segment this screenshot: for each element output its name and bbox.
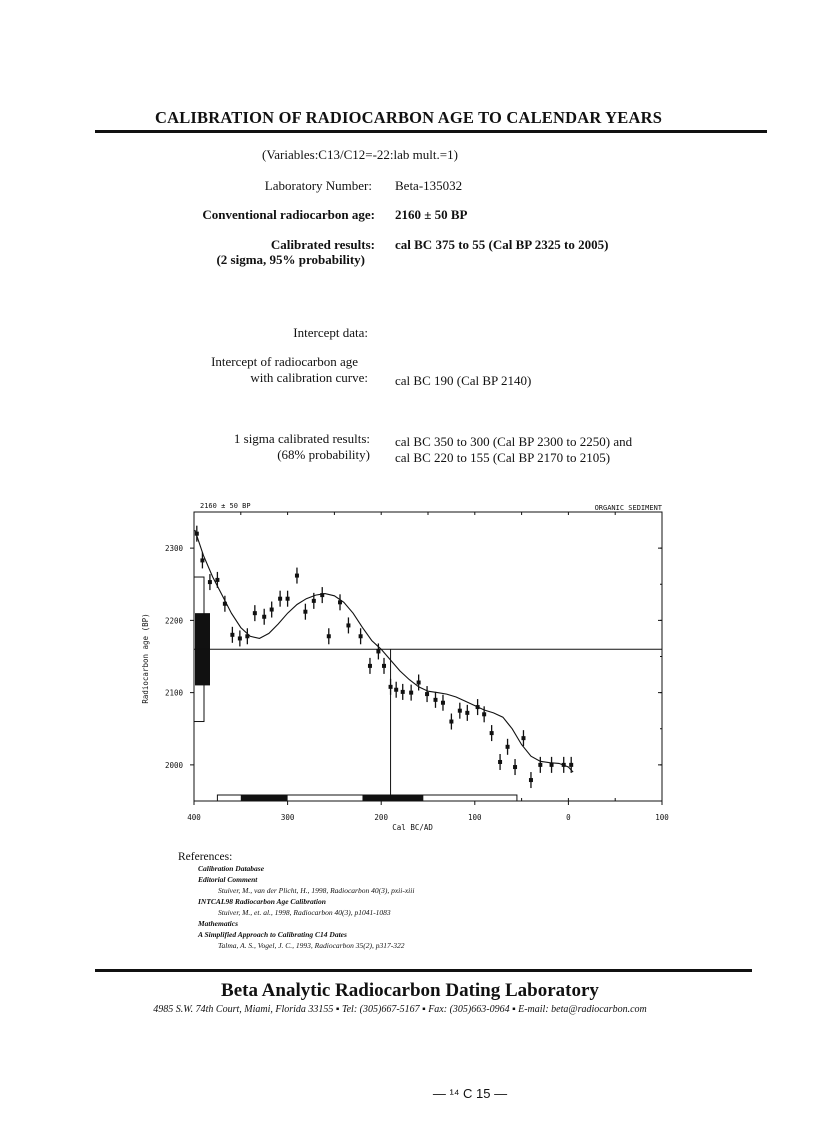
data-point	[295, 574, 299, 578]
data-point	[482, 712, 486, 716]
calibrated-sublabel: (2 sigma, 95% probability)	[216, 252, 365, 267]
lab-number-value: Beta-135032	[395, 178, 463, 193]
page-number: — ¹⁴ C 15 —	[432, 1086, 508, 1101]
data-point	[550, 763, 554, 767]
data-point	[409, 691, 413, 695]
data-point	[245, 634, 249, 638]
x-tick-label: 400	[187, 813, 201, 822]
chart-subtitle: ORGANIC SEDIMENT	[594, 504, 662, 512]
one-sigma-calendar-bar	[362, 795, 423, 801]
reference-line: Editorial Comment	[198, 875, 258, 884]
y-tick-label: 2300	[164, 544, 183, 554]
variables-line: (Variables:C13/C12=-22:lab mult.=1)	[262, 147, 458, 162]
one-sigma-sublabel: (68% probability)	[277, 447, 370, 462]
data-point	[417, 681, 421, 685]
reference-line: A Simplified Approach to Calibrating C14 Dates	[198, 930, 347, 939]
data-point	[433, 698, 437, 702]
data-point	[376, 649, 380, 653]
reference-line: Mathematics	[198, 919, 239, 928]
data-point	[303, 610, 307, 614]
data-point	[286, 597, 290, 601]
data-point	[327, 634, 331, 638]
data-point	[458, 709, 462, 713]
data-point	[529, 778, 533, 782]
data-point	[312, 599, 316, 603]
one-sigma-label: 1 sigma calibrated results:	[233, 431, 370, 446]
data-point	[538, 763, 542, 767]
x-tick-label: 100	[468, 813, 482, 822]
calibrated-label: Calibrated results:	[270, 237, 375, 252]
data-point	[368, 664, 372, 668]
x-tick-label: 0	[566, 813, 571, 822]
calibration-chart	[130, 494, 690, 839]
data-point	[389, 685, 393, 689]
x-tick-label: 100	[655, 813, 669, 822]
lab-address: 4985 S.W. 74th Court, Miami, Florida 33155 ▪ Tel: (305)667-5167 ▪ Fax: (305)663-0964 ▪ E-mail: beta@radiocarbon.com	[153, 1004, 647, 1015]
data-point	[425, 692, 429, 696]
data-point	[200, 558, 204, 562]
footer-rule	[95, 969, 752, 972]
reference-line: Stuiver, M., et. al., 1998, Radiocarbon 40(3), p1041-1083	[218, 908, 391, 917]
data-point	[270, 608, 274, 612]
data-point	[208, 580, 212, 584]
data-point	[449, 720, 453, 724]
reference-line: Talma, A. S., Vogel, J. C., 1993, Radiocarbon 35(2), p317-322	[218, 941, 405, 950]
reference-line: INTCAL98 Radiocarbon Age Calibration	[198, 897, 326, 906]
one-sigma-value-1: cal BC 350 to 300 (Cal BP 2300 to 2250) and	[395, 434, 633, 449]
one-sigma-value-2: cal BC 220 to 155 (Cal BP 2170 to 2105)	[395, 450, 611, 465]
data-point	[278, 597, 282, 601]
data-point	[506, 745, 510, 749]
data-point	[569, 763, 573, 767]
data-point	[382, 664, 386, 668]
calibration-curve	[195, 530, 573, 772]
data-point	[238, 636, 242, 640]
x-axis-label: Cal BC/AD	[392, 823, 433, 832]
calibrated-value: cal BC 375 to 55 (Cal BP 2325 to 2005)	[395, 237, 609, 252]
conventional-age-value: 2160 ± 50 BP	[395, 207, 468, 222]
data-point	[401, 690, 405, 694]
plot-frame	[194, 512, 662, 801]
y-tick-label: 2100	[164, 688, 183, 698]
data-point	[513, 765, 517, 769]
data-point	[465, 711, 469, 715]
conventional-age-label: Conventional radiocarbon age:	[202, 207, 375, 222]
data-point	[346, 623, 350, 627]
reference-line: Calibration Database	[198, 864, 265, 873]
one-sigma-calendar-bar	[241, 795, 288, 801]
chart-title: 2160 ± 50 BP	[200, 502, 251, 510]
data-point	[562, 763, 566, 767]
data-point	[498, 760, 502, 764]
data-point	[195, 532, 199, 536]
data-point	[476, 705, 480, 709]
page-title: CALIBRATION OF RADIOCARBON AGE TO CALENDAR YEARS	[155, 108, 663, 127]
reference-line: Stuiver, M., van der Plicht, H., 1998, Radiocarbon 40(3), pxii-xiii	[218, 886, 415, 895]
intercept-value: cal BC 190 (Cal BP 2140)	[395, 373, 532, 388]
data-point	[394, 688, 398, 692]
data-point	[253, 611, 257, 615]
data-point	[490, 731, 494, 735]
data-point	[215, 578, 219, 582]
data-point	[230, 633, 234, 637]
intercept-heading: Intercept data:	[293, 325, 368, 340]
references-heading: References:	[178, 851, 233, 863]
y-tick-label: 2000	[164, 760, 183, 770]
lab-name: Beta Analytic Radiocarbon Dating Laboratory	[221, 980, 599, 1001]
intercept-label: Intercept of radiocarbon age	[211, 354, 358, 369]
data-point	[359, 634, 363, 638]
title-rule	[95, 130, 767, 133]
data-point	[521, 736, 525, 740]
data-point	[262, 615, 266, 619]
intercept-sublabel: with calibration curve:	[250, 370, 368, 385]
x-tick-label: 200	[374, 813, 388, 822]
data-point	[441, 701, 445, 705]
data-point	[223, 602, 227, 606]
references	[178, 851, 414, 951]
y-tick-label: 2200	[164, 616, 183, 626]
x-tick-label: 300	[280, 813, 295, 822]
data-point	[320, 593, 324, 597]
lab-number-label: Laboratory Number:	[264, 178, 372, 193]
y-axis-label: Radiocarbon age (BP)	[141, 613, 150, 704]
data-point	[338, 600, 342, 604]
